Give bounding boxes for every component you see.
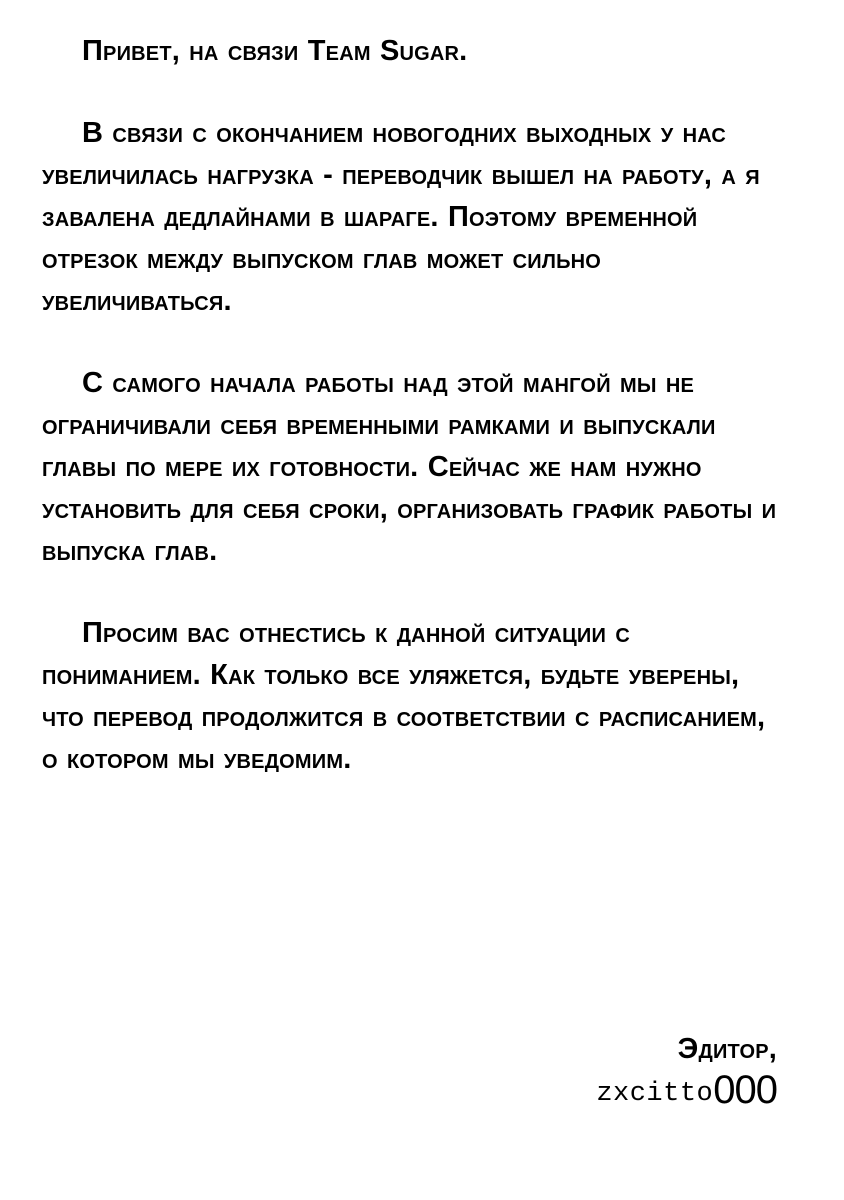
- signature-block: [42, 1028, 777, 1114]
- note-body: [42, 30, 777, 780]
- paragraph-1: В связи с окончанием новогодних выходных у нас увеличилась нагрузка - переводчик вышел на работу, а я завалена дедлайнами в шараге. Поэтому временной отрезок между выпуском глав может сильно увеличиваться.: [42, 117, 760, 317]
- paragraph-2: С самого начала работы над этой мангой мы не ограничивали себя временными рамками и выпускали главы по мере их готовности. Сейчас же нам нужно установить для себя сроки, организовать график работы и выпуска глав.: [42, 367, 777, 567]
- signature-handle-zeros: 000: [713, 1068, 777, 1112]
- signature-role: Эдитор,: [677, 1033, 777, 1065]
- greeting-line: Привет, на связи Team Sugar.: [82, 35, 468, 67]
- paragraph-3: Просим вас отнестись к данной ситуации с пониманием. Как только все уляжется, будьте уверены, что перевод продолжится в соответствии с расписанием, о котором мы уведомим.: [42, 617, 766, 775]
- signature-handle-name: zxcitto: [596, 1079, 714, 1109]
- signature-handle: [42, 1070, 777, 1114]
